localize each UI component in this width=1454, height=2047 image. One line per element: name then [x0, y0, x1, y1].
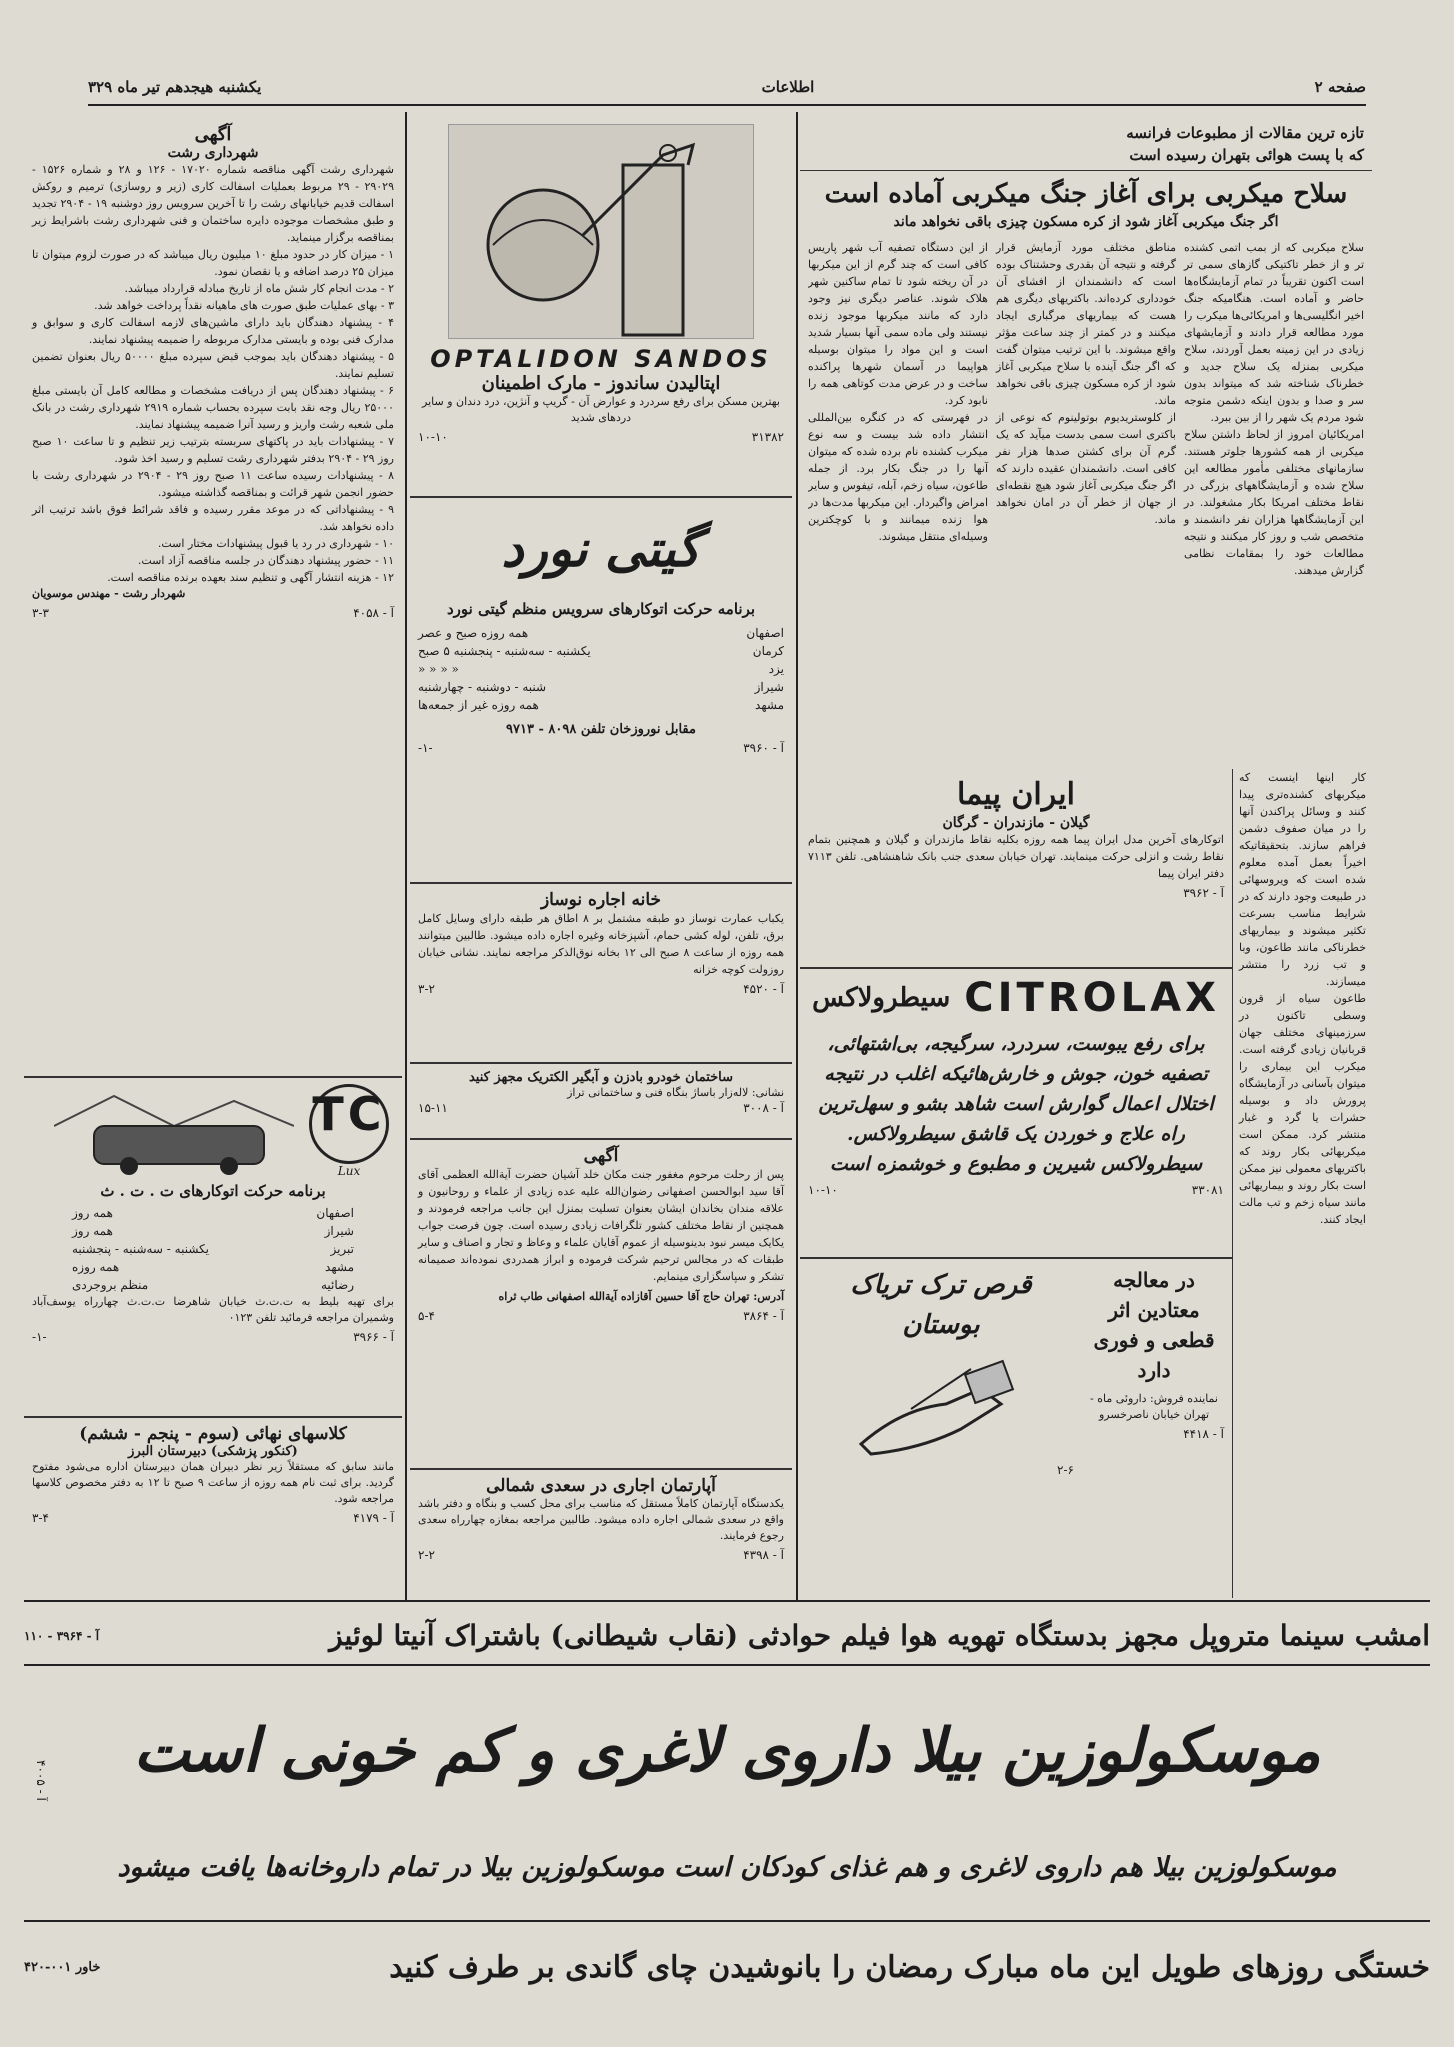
ttc-logo: TC [309, 1084, 389, 1164]
ad-run: ۳-۳ [32, 606, 49, 620]
ad-iran-peyma [800, 769, 1232, 969]
article-paragraph: طاعون سیاه از قرون وسطی تاکنون در سرزمینهای مختلف جهان قربانیان زیادی گرفته است. میکرب این بیماری را میتوان بآسانی در آزمایشگاه پرورش داد و بوسیله حشرات یا گرد و غبار منتشر کرد. ممکن است میکربهائی بکار روند که باکتریهای معمولی نیز ممکن است بکار روند و بیماریهائی مانند سیاه زخم و تب مالت ایجاد کنند. [1239, 992, 1366, 1226]
ad-subtitle: (کنکور پزشکی) دبیرستان البرز [128, 1444, 298, 1459]
ad-run: ۱۰-۱۰ [418, 430, 448, 444]
ad-address: برای تهیه بلیط به ت.ت.ث خیابان شاهرضا ت.ت.ث چهارراه یوسف‌آباد وشمیران مراجعه فرمائید تلفن ۰۱۲۳ [32, 1295, 394, 1324]
issue-date: یکشنبه هیجدهم تیر ماه ۳۲۹ [88, 78, 262, 96]
ad-ref: آ - ۴۳۹۸ [743, 1548, 784, 1562]
schedule-days: منظم بروجردی [72, 1278, 149, 1292]
ad-ttc-bus [24, 1078, 402, 1418]
newspaper-title: اطلاعات [761, 78, 815, 96]
ad-run: -۱- [32, 1330, 47, 1344]
tender-condition: ۱ - میزان کار در حدود مبلغ ۱۰ میلیون ریال میباشد که در صورت لزوم میتوان تا میزان ۲۵ درصد اضافه و یا نقصان نمود. [32, 248, 394, 278]
ad-agent: نماینده فروش: داروئی ماه - تهران خیابان ناصرخسرو [1090, 1392, 1218, 1421]
ad-ref: آ - ۳۹۶۶ [353, 1330, 394, 1344]
schedule-row [72, 1204, 354, 1222]
hand-holding-pill-box-illustration [851, 1349, 1031, 1459]
schedule-row [72, 1258, 354, 1276]
tender-condition: ۱۲ - هزینه انتشار آگهی و تنظیم سند بعهده برنده مناقصه است. [107, 571, 394, 584]
schedule-days: همه روزه [72, 1260, 120, 1274]
tender-condition: ۵ - پیشنهاد دهندگان باید بموجب قبض سپرده مبلغ ۵۰۰۰۰ ریال بعنوان تضمین تسلیم نمایند. [32, 350, 394, 380]
schedule-days: همه روزه غیر از جمعه‌ها [418, 698, 539, 712]
ad-ref: آ - ۳۸۶۴ [743, 1309, 784, 1323]
tender-condition: ۲ - مدت انجام کار شش ماه از تاریخ مبادله قرارداد میباشد. [124, 282, 394, 295]
schedule-city: تبریز [330, 1242, 354, 1256]
brand-slogan: اپتالیدن ساندوز - مارک اطمینان [481, 373, 721, 394]
ad-body: یکباب عمارت نوساز دو طبقه مشتمل بر ۸ اطاق هر طبقه دارای وسایل کامل برق، تلفن، لوله کشی حمام، آشپزخانه وغیره اجاره داده میشود. طالبین میتوانند همه روزه از ساعت ۸ صبح الی ۱۲ بخانه نوق‌الذکر مراجعه نمایند. نشانی خیابان روزولت کوچه خزانه [418, 912, 784, 976]
banner-cinema-metropol [24, 1612, 1430, 1660]
article-paragraph: از کلوستریدیوم بوتولینوم که نوعی از باکتری است سمی بدست میآید که یک گرم آن برای کشتن صدها هزار نفر کافی است. دانشمندان عقیده دارند که اگر جنگ میکربی آغاز شود هیچ نقطه‌ای از جهان از خطر آن در امان نخواهد ماند. [996, 411, 1176, 526]
ad-body: بهترین مسکن برای رفع سردرد و عوارض آن - گریپ و آنژین، درد دندان و سایر دردهای شدید [422, 395, 780, 424]
ad-title: برنامه حرکت اتوکارهای ت . ت . ث [100, 1182, 326, 1200]
schedule-row [418, 678, 784, 696]
ad-org: شهرداری رشت [167, 145, 259, 161]
ad-title: ایران پیما [957, 777, 1075, 812]
article-paragraph: در فهرستی که در کنگره بین‌المللی انتشار داده شد بیست و سه نوع میکرب کشنده نام برده شده که میتوان آنها را در جنگ بکار برد. از جمله طاعون، سیاه زخم، آبله، تیفوس و سایر امراض واگیردار. این میکربها مدت‌ها در هوا زنده میمانند و با کوچکترین وسیله‌ای منتقل میشوند. [808, 411, 988, 543]
middle-column [410, 118, 792, 1598]
brand-logo-text: CITROLAX [964, 975, 1220, 1021]
article-paragraph: کار اینها اینست که میکربهای کشنده‌تری پیدا کنند و وسائل پراکندن آنها را در میان صفوف دشمن فراهم سازند. بتحقیقاتیکه اخیراً بعمل آمده معلوم شده است که ویروسهائی در طبیعت وجود دارند که در شرایط مناسب بسرعت تکثیر میشوند و بیماریهای خطرناکی مانند طاعون، وبا و تب زرد را منتشر میسازند. [1239, 771, 1366, 988]
ad-run: ۳-۴ [32, 1511, 49, 1525]
schedule-row [418, 696, 784, 714]
banner-muscolosin-headline [24, 1676, 1430, 1826]
article-headline: سلاح میکربی برای آغاز جنگ میکربی آماده است [824, 179, 1348, 209]
tender-conditions-list [32, 246, 394, 586]
ad-title: قرص ترک تریاک بوستان [850, 1270, 1032, 1340]
tender-condition: ۸ - پیشنهادات رسیده ساعت ۱۱ صبح روز ۲۹ - ۲۹۰۴ در شهرداری رشت با حضور انجمن شهر قرائت و بمناقصه گذاشته میشود. [32, 469, 395, 499]
ad-title: آپارتمان اجاری در سعدی شمالی [486, 1476, 716, 1496]
tender-condition: ۱۱ - حضور پیشنهاد دهندگان در جلسه مناقصه آزاد است. [137, 554, 394, 567]
ad-condolence-notice [410, 1140, 792, 1470]
ad-title: ساختمان خودرو بادزن و آبگیر الکتریک مجهز کنید [468, 1070, 734, 1085]
banner-text: موسکولوزین بیلا داروی لاغری و کم خونی است [133, 1716, 1321, 1786]
schedule-days: همه روز [72, 1224, 113, 1238]
ad-run: ۳-۲ [418, 982, 435, 996]
section-rule [24, 1600, 1430, 1602]
ad-subtitle: برنامه حرکت اتوکارهای سرویس منظم گیتی نورد [446, 600, 756, 618]
ad-rasht-municipality-tender [24, 118, 402, 1078]
schedule-days: همه روز [72, 1206, 113, 1220]
lux-label: Lux [337, 1164, 361, 1178]
column-rule [405, 112, 407, 1600]
ad-title: آگهی [194, 124, 232, 145]
ad-title: خانه اجاره نوساز [540, 890, 662, 910]
schedule-days: یکشنبه - سه‌شنبه - پنجشنبه [72, 1242, 210, 1256]
ad-subtitle: گیلان - مازندران - گرگان [942, 815, 1090, 831]
column-rule [796, 112, 798, 1600]
schedule-days: همه روزه صبح و عصر [418, 626, 529, 640]
ad-run: ۵-۴ [418, 1309, 435, 1323]
article-subheadline: اگر جنگ میکربی آغاز شود از کره مسکون چیزی باقی نخواهد ماند [893, 214, 1279, 230]
tender-condition: ۷ - پیشنهادات باید در پاکتهای سربسته بترتیب زیر تنظیم و تا ساعت ۱۰ صبح روز ۲۹ - ۲۹۰۴ بدفتر شهرداری رشت تسلیم و رسید اخذ شود. [32, 435, 394, 465]
article-paragraph: امریکائیان امروز از لحاظ داشتن سلاح میکربی از همه کشورها جلوتر هستند. سازمانهای مختلفی مأمور مطالعه این سلاح شده و آزمایشگاههای بزرگی در نقاط مختلف امریکا بکار مشغولند. در این آزمایشگاهها هزاران نفر دانشمند و متخصص شب و روز کار میکنند و نتیجه مطالعات خود را بمقامات نظامی گزارش میدهند. [1184, 428, 1364, 577]
tender-condition: ۴ - پیشنهاد دهندگان باید دارای ماشین‌های لازمه اسفالت کاری و سوابق و مدارک فنی بوده و بایستی مدارک مربوطه را ضمیمه پیشنهاد نمایند. [32, 316, 394, 346]
brand-logo-text: OPTALIDON SANDOS [430, 345, 772, 373]
ad-ref: ۳۱۳۸۲ [751, 430, 784, 444]
ad-body: شهرداری رشت آگهی مناقصه شماره ۱۷۰۲۰ - ۱۲۶ و ۲۸ و شماره ۱۵۲۶ - ۲۹۰۲۹ - ۲۹ مربوط بعملیات اسفالت کاری (زیر و روسازی) ترمیم و روکش اسفالت قدیم خیابانهای رشت را تا آخرین سرویس روز دوشنبه ۱۹ - ۲۹۰۴ تجدید و طبق مشخصات موجوده دایره ساختمان و فنی شهرداری رشت باشرایط زیر بمناقصه برگزار مینماید. [32, 163, 394, 244]
article-kicker: تازه ترین مقالات از مطبوعات فرانسه [1126, 124, 1364, 142]
article-paragraph: سلاح میکربی که از بمب اتمی کشنده تر و از خطر تاکتیکی گازهای سمی تر است اکنون تقریباً در تمام آزمایشگاه‌ها حاضر و آماده است. هنگامیکه جنگ اخیر انگلیسی‌ها و امریکائی‌ها میکرب را مورد مطالعه قرار دادند و آزمایشهای زیادی در این زمینه بعمل آوردند، سلاح میکربی بمنزله یک سلاح جدید و خطرناک شناخته شد که میتواند بدون سر و صدا و بدون اینکه دشمن متوجه شود مردم یک شهر را از بین ببرد. [1184, 241, 1364, 424]
ad-body: نشانی: لاله‌زار باساژ بنگاه فنی و ساختمانی تراز [567, 1086, 784, 1099]
ad-claim: در معالجه معتادین اثر قطعی و فوری دارد [1093, 1268, 1215, 1382]
schedule-days: یکشنبه - سه‌شنبه - پنجشنبه ۵ صبح [418, 644, 591, 658]
ad-citrolax [800, 969, 1232, 1259]
ad-signature: شهردار رشت - مهندس موسویان [32, 587, 186, 600]
schedule-city: رضائیه [320, 1278, 354, 1292]
ad-run: ۲-۲ [418, 1548, 435, 1562]
ad-ref: ۳۳۰۸۱ [1191, 1183, 1224, 1197]
ad-ref: آ - ۳۹۶۰ [743, 741, 784, 755]
ad-optalidon [410, 118, 792, 498]
ad-alborz-classes [24, 1418, 402, 1588]
ad-run: ۲-۶ [1057, 1463, 1074, 1477]
ad-ref: آ - ۳۰۰۸ [743, 1101, 784, 1115]
banner-ref: خاور ۰۰۱-۴۲۰ [24, 1960, 101, 1975]
tender-condition: ۶ - پیشنهاد دهندگان پس از دریافت مشخصات و مطالعه کامل آن بایستی مبلغ ۲۵۰۰۰ ریال وجه نقد بابت سپرده بحساب شماره ۲۹۱۹ شهرداری رشت در بانک ملی شعبه رشت واریز و رسید آنرا ضمیمه پیشنهاد نمایند. [32, 384, 394, 431]
section-rule [24, 1920, 1430, 1922]
article-paragraph: مناطق مختلف مورد آزمایش قرار گرفته و نتیجه آن بقدری وحشتناک بوده است که دانشمندان از افشای آن خودداری کرده‌اند. باکتریهای دیگری هم هست که بیماریهای مرگباری ایجاد میکنند و در کمتر از چند ساعت مؤثر واقع میشوند. با این ترتیب میتوان گفت که اگر جنگ آینده با سلاح میکربی آغاز شود از کره مسکون چیزی باقی نخواهد ماند. [996, 241, 1176, 407]
ad-body: اتوکارهای آخرین مدل ایران پیما همه روزه بکلیه نقاط مازندران و گیلان و همچنین بتمام نقاط رشت و انزلی حرکت مینمایند. تهران خیابان سعدی جنب بانک شاهنشاهی. تلفن ۷۱۱۳ دفتر ایران پیما [808, 833, 1224, 880]
ad-ref: آ - ۳۹۶۲ [1183, 886, 1224, 900]
ad-title: کلاسهای نهائی (سوم - پنجم - ششم) [79, 1424, 347, 1444]
schedule-city: شیراز [754, 680, 784, 694]
schedule-row [418, 660, 784, 678]
schedule-city: اصفهان [316, 1206, 354, 1220]
page-header [88, 70, 1366, 106]
ad-body: یکدستگاه آپارتمان کاملاً مستقل که مناسب برای محل کسب و بنگاه و دفتر باشد واقع در سعدی شمالی اجاره داده میشود. طالبین مراجعه بمغازه چهارراه سعدی رجوع فرمایند. [418, 1497, 784, 1542]
ad-apartment-rent [410, 1470, 792, 1596]
ad-bustan-pills [800, 1259, 1232, 1477]
banner-gandhi-tea [24, 1940, 1430, 1996]
headache-figure-illustration [448, 125, 753, 338]
banner-text: موسکولوزین بیلا هم داروی لاغری و هم غذای کودکان است موسکولوزین بیلا در تمام داروخانه‌ها یافت میشود [117, 1852, 1337, 1883]
ad-signature: آدرس: تهران حاج آقا حسین آقازاده آیة‌الله اصفهانی طاب ثراه [498, 1290, 784, 1303]
banner-text: خستگی روزهای طویل این ماه مبارک رمضان را بانوشیدن چای گاندی بر طرف کنید [389, 1950, 1430, 1985]
right-column [800, 118, 1372, 1598]
schedule-city: کرمان [752, 644, 784, 658]
article-paragraph: از این دستگاه تصفیه آب شهر پاریس کافی است که چند گرم از این میکربها در آن ریخته شود تا تمام ساکنین شهر هلاک شوند. عناصر دیگری نیز وجود دارد که مانند میکربها موجود زنده نیستند ولی ماده سمی آنها بسیار شدید است و این مواد را میتوان بوسیله هواپیما در آسمان شهرها پراکنده ساخت و در عرض مدت کوتاهی همه را نابود کرد. [808, 241, 988, 407]
tender-condition: ۳ - بهای عملیات طبق صورت های ماهیانه نقداً پرداخت خواهد شد. [94, 299, 394, 312]
ad-car-fan [410, 1064, 792, 1140]
schedule-city: اصفهان [746, 626, 784, 640]
banner-text: امشب سینما متروپل مجهز بدستگاه تهویه هوا فیلم حوادثی (نقاب شیطانی) باشتراک آنیتا لوئیز [329, 1619, 1430, 1652]
ad-body: مانند سابق که مستقلاً زیر نظر دبیران همان دبیرستان اداره می‌شود مفتوح گردید. برای ثبت نام همه روزه از ساعت ۹ صبح تا ۱۲ به دفتر مخصوص کلاسها مراجعه شود. [32, 1460, 394, 1505]
ad-run: ۱۵-۱۱ [418, 1101, 448, 1115]
ad-body: پس از رحلت مرحوم مغفور جنت مکان خلد آشیان حضرت آیة‌الله العظمی آقای آقا سید ابوالحسن اصفهانی رضوان‌الله علیه عده زیادی از علماء و روحانیون و علاقه مندان بخاندان ایشان بعنوان تسلیت بمنزل این جانب مراجعه فرمودند و همچنین از نقاط مختلف کشور تلگرافات زیادی رسیده است. چون فرصت جواب یکایک میسر نبود بدینوسیله از عموم آقایان علماء و وعاظ و تجار و اصناف و سایر طبقات که در مجالس ترحیم شرکت فرموده و ابراز همدردی نموده‌اند صمیمانه تشکر و سپاسگزاری مینمایم. [418, 1168, 784, 1283]
schedule-city: شیراز [324, 1224, 354, 1238]
banner-ref: آ - ۴۰۰۵ [34, 1759, 48, 1801]
ad-ref: آ - ۴۰۵۸ [353, 606, 394, 620]
ad-title: گیتی نورد [501, 519, 701, 578]
schedule-row [418, 642, 784, 660]
ad-run: -۱- [418, 741, 433, 755]
tender-condition: ۱۰ - شهرداری در رد یا قبول پیشنهادات مختار است. [157, 537, 394, 550]
cartoon-illustration [448, 124, 754, 339]
schedule-row [72, 1276, 354, 1294]
schedule-days: شنبه - دوشنبه - چهارشنبه [418, 680, 547, 694]
ad-title: آگهی [583, 1146, 619, 1166]
page-number: صفحه ۲ [1314, 78, 1366, 96]
schedule-row [72, 1222, 354, 1240]
ad-ref: آ - ۴۱۷۹ [353, 1511, 394, 1525]
banner-ref: آ - ۳۹۶۴ - ۱۱۰ [24, 1629, 100, 1643]
section-rule [24, 1664, 1430, 1666]
schedule-city: مشهد [325, 1260, 354, 1274]
bus-illustration [54, 1086, 294, 1176]
schedule-city: یزد [768, 662, 784, 676]
article-kicker: که با پست هوائی بتهران رسیده است [1129, 146, 1364, 164]
left-column [24, 118, 402, 1598]
tender-condition: ۹ - پیشنهاداتی که در موعد مقرر رسیده و فاقد شرائط فوق باشد ترتیب اثر داده نخواهد شد. [32, 503, 394, 533]
schedule-days: « « « « [418, 662, 459, 676]
ad-ref: آ - ۴۵۲۰ [743, 982, 784, 996]
schedule-row [72, 1240, 354, 1258]
ad-run: ۱۰-۱۰ [808, 1183, 838, 1197]
schedule-row [418, 624, 784, 642]
bus-schedule [418, 624, 784, 714]
banner-muscolosin-subline [24, 1840, 1430, 1896]
schedule-city: مشهد [755, 698, 784, 712]
ad-giti-navard [410, 498, 792, 884]
ad-address: مقابل نوروزخان تلفن ۸۰۹۸ - ۹۷۱۳ [506, 722, 696, 737]
brand-name-fa: سیطرولاکس [812, 983, 951, 1013]
ad-body: برای رفع یبوست، سردرد، سرگیجه، بی‌اشتهائی، تصفیه خون، جوش و خارش‌هائیکه اغلب در نتیجه اختلال اعمال گوارش است شاهد بشو و سهل‌ترین راه علاج و خوردن یک قاشق سیطرولاکس. سیطرولاکس شیرین و مطبوع و خوشمزه است [818, 1033, 1214, 1175]
bus-schedule [32, 1204, 394, 1294]
ad-ref: آ - ۴۴۱۸ [1183, 1427, 1224, 1441]
ad-house-rent [410, 884, 792, 1064]
